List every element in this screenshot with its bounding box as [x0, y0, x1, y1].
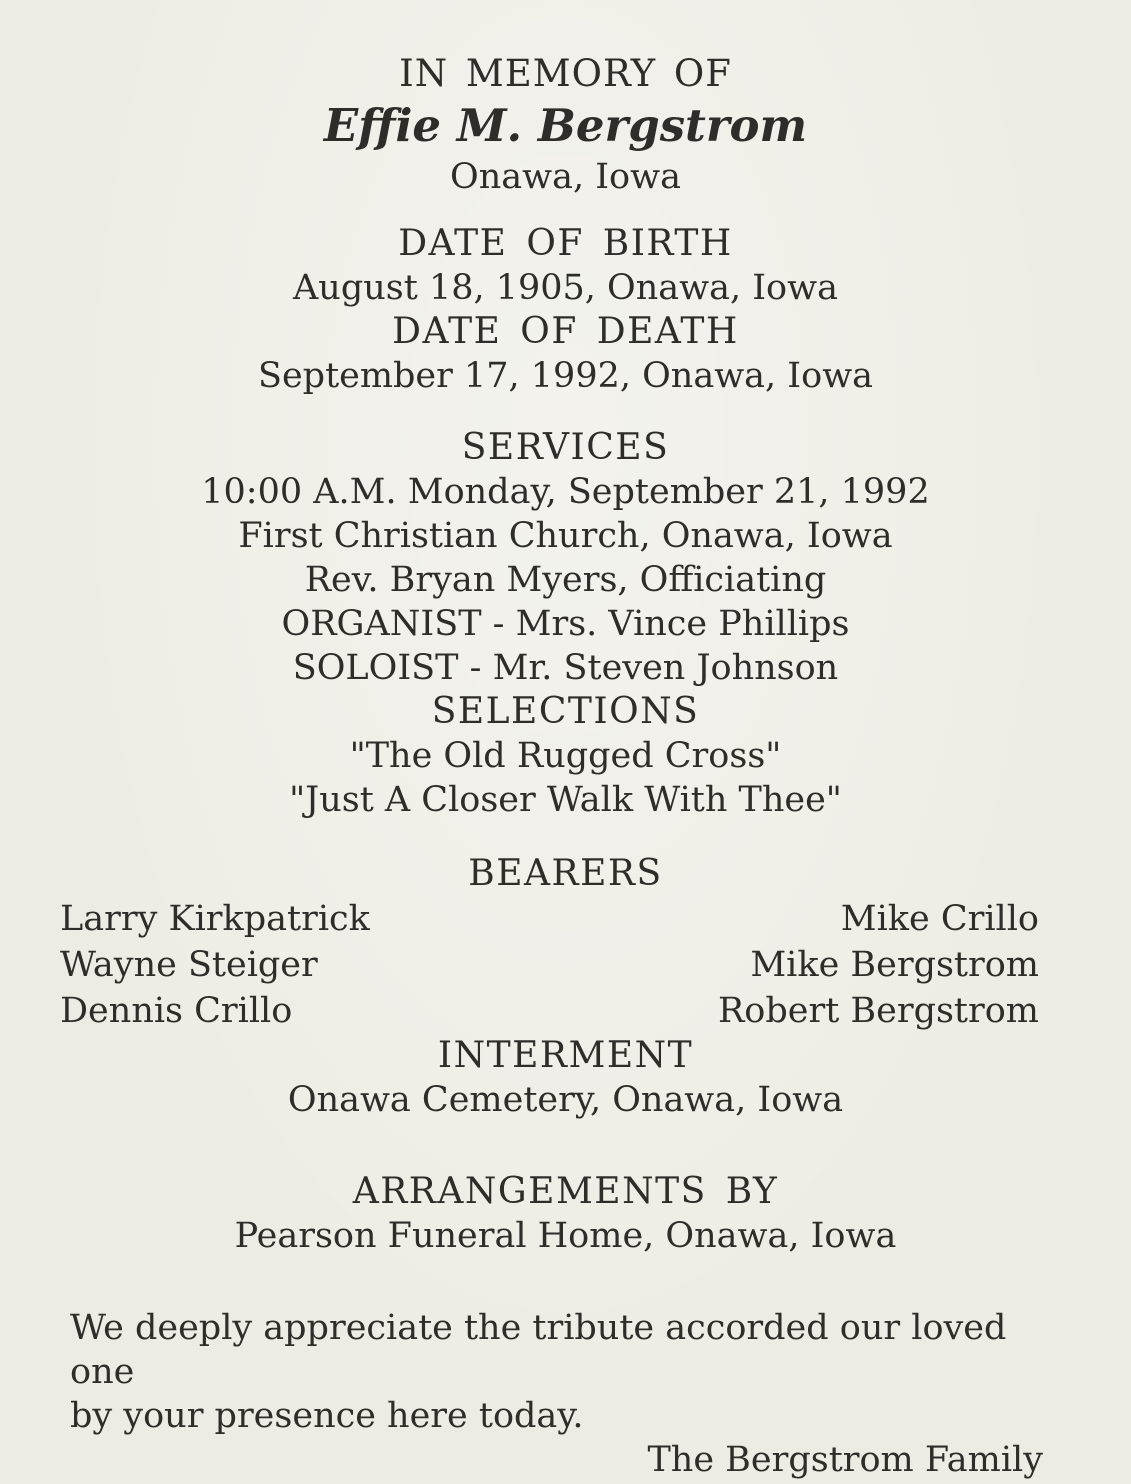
arrangements-section	[0, 1170, 1131, 1258]
closing-message-line-2: by your presence here today.	[70, 1396, 584, 1436]
bearers-left-column	[60, 896, 370, 1034]
date-of-death-value: September 17, 1992, Onawa, Iowa	[257, 356, 874, 396]
services-heading: SERVICES	[461, 427, 670, 468]
deceased-city: Onawa, Iowa	[450, 157, 681, 197]
arrangements-provider: Pearson Funeral Home, Onawa, Iowa	[234, 1216, 897, 1256]
bearers-heading: BEARERS	[468, 853, 663, 894]
bearers-right-column	[718, 896, 1039, 1034]
memorial-label: IN MEMORY OF	[399, 52, 732, 95]
date-of-birth-value: August 18, 1905, Onawa, Iowa	[293, 268, 838, 308]
dates-section	[0, 222, 1131, 398]
selection-song-2: "Just A Closer Walk With Thee"	[289, 780, 842, 820]
memorial-header	[0, 50, 1131, 200]
services-section	[0, 426, 1131, 822]
services-location: First Christian Church, Onawa, Iowa	[238, 516, 893, 556]
deceased-name: Effie M. Bergstrom	[323, 99, 808, 152]
interment-location: Onawa Cemetery, Onawa, Iowa	[287, 1080, 844, 1120]
interment-section	[0, 1034, 1131, 1122]
selection-song-1: "The Old Rugged Cross"	[349, 736, 782, 776]
bearers-section	[0, 852, 1131, 1034]
closing-section	[0, 1306, 1131, 1482]
bearer-name: Wayne Steiger	[60, 945, 318, 985]
closing-message-line-1: We deeply appreciate the tribute accorded our loved one	[70, 1308, 1007, 1392]
closing-signature: The Bergstrom Family	[647, 1440, 1043, 1480]
date-of-birth-heading: DATE OF BIRTH	[398, 223, 733, 264]
bearers-columns	[0, 896, 1131, 1034]
arrangements-heading: ARRANGEMENTS BY	[352, 1171, 779, 1212]
services-soloist: SOLOIST - Mr. Steven Johnson	[292, 648, 839, 688]
interment-heading: INTERMENT	[437, 1035, 694, 1076]
bearer-name: Robert Bergstrom	[717, 991, 1039, 1031]
bearer-name: Mike Crillo	[840, 899, 1039, 939]
services-organist: ORGANIST - Mrs. Vince Phillips	[281, 604, 850, 644]
selections-heading: SELECTIONS	[431, 691, 700, 732]
bearer-name: Mike Bergstrom	[750, 945, 1039, 985]
bearer-name: Dennis Crillo	[60, 991, 293, 1031]
date-of-death-heading: DATE OF DEATH	[392, 311, 739, 352]
bearer-name: Larry Kirkpatrick	[60, 899, 370, 939]
services-officiant: Rev. Bryan Myers, Officiating	[304, 560, 827, 600]
services-datetime: 10:00 A.M. Monday, September 21, 1992	[201, 472, 930, 512]
